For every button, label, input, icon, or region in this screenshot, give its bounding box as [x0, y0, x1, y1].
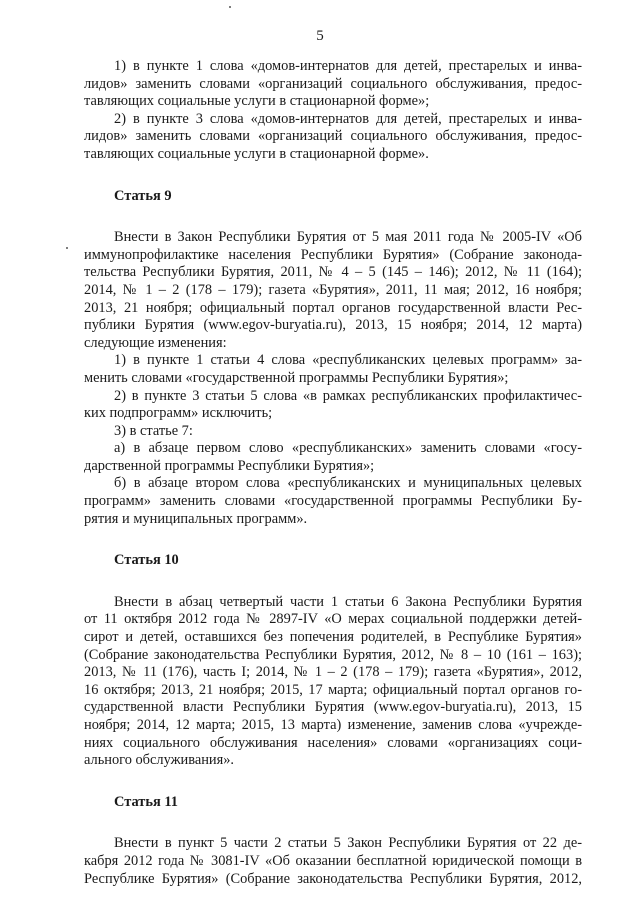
text-line: 16 октября; 2013, 21 ноября; 2015, 17 марта; официальный портал органов го- [84, 681, 582, 698]
text-line: лидов» заменить словами «организаций социального обслуживания, предос- [84, 128, 582, 145]
text-line: публики Бурятия (www.egov-buryatia.ru), 2013, 15 ноября; 2014, 12 марта) [84, 317, 582, 334]
paragraph [84, 229, 582, 352]
paragraph [84, 58, 582, 111]
text-line: тавляющих социальные услуги в стационарной форме»; [84, 93, 430, 110]
spacer [84, 528, 582, 552]
text-line: Внести в Закон Республики Бурятия от 5 мая 2011 года № 2005-IV «Об [114, 229, 582, 246]
paragraph [84, 423, 582, 441]
paragraph [84, 475, 582, 528]
text-line: Внести в пункт 5 части 2 статьи 5 Закон Республики Бурятия от 22 де- [114, 835, 582, 852]
text-line: тельства Республики Бурятия, 2011, № 4 – 5 (145 – 146); 2012, № 11 (164); [84, 264, 582, 281]
text-line: иммунопрофилактике населения Республики Бурятия» (Собрание законода- [84, 246, 582, 263]
page-number: 5 [316, 28, 324, 44]
paragraph [84, 594, 582, 770]
text-line: 2) в пункте 3 статьи 5 слова «в рамках республиканских профилактичес- [114, 387, 582, 404]
document-body [84, 58, 582, 888]
scan-speck [66, 247, 68, 249]
text-line: дарственной программы Республики Бурятия»; [84, 457, 375, 474]
article-heading: Статья 9 [114, 187, 172, 204]
text-line: 2) в пункте 3 слова «домов-интернатов для детей, престарелых и инва- [114, 110, 582, 127]
text-line: 3) в статье 7: [114, 422, 193, 439]
text-line: кабря 2012 года № 3081-IV «Об оказании бесплатной юридической помощи в [84, 852, 582, 869]
paragraph [84, 440, 582, 475]
paragraph [84, 835, 582, 888]
text-line: от 11 октября 2012 года № 2897-IV «О мерах социальной поддержки детей- [84, 611, 582, 628]
text-line: ального обслуживания». [84, 752, 235, 769]
article-heading: Статья 11 [114, 793, 178, 810]
text-line: ноября; 2014, 12 марта; 2015, 13 марта) изменение, заменив слова «учрежде- [84, 717, 582, 733]
article-heading: Статья 10 [114, 552, 179, 569]
text-line: рятия и муниципальных программ». [84, 510, 308, 527]
spacer [84, 770, 582, 794]
text-line: менить словами «государственной программы Республики Бурятия»; [84, 369, 509, 386]
paragraph [84, 388, 582, 423]
spacer [84, 570, 582, 594]
text-line: тавляющих социальные услуги в стационарной форме». [84, 145, 429, 162]
paragraph [84, 352, 582, 387]
text-line: б) в абзаце втором слова «республиканских и муниципальных целевых [114, 475, 582, 492]
scan-speck [229, 6, 231, 8]
spacer [84, 811, 582, 835]
text-line: 1) в пункте 1 статьи 4 слова «республиканских целевых программ» за- [114, 352, 582, 369]
spacer [84, 164, 582, 188]
text-line: (Собрание законодательства Республики Бурятия, 2012, № 8 – 10 (161 – 163); [84, 646, 582, 663]
text-line: следующие изменения: [84, 334, 227, 351]
text-line: Республике Бурятия» (Собрание законодательства Республики Бурятия, 2012, [84, 870, 582, 887]
paragraph [84, 111, 582, 164]
text-line: сирот и детей, оставшихся без попечения родителей, в Республике Бурятия» [84, 629, 582, 646]
text-line: программ» заменить словами «государственной программы Республики Бу- [84, 493, 582, 510]
text-line: ниях социального обслуживания населения» словами «организациях соци- [84, 734, 582, 751]
spacer [84, 205, 582, 229]
text-line: Внести в абзац четвертый части 1 статьи 6 Закона Республики Бурятия [114, 593, 582, 610]
text-line: 1) в пункте 1 слова «домов-интернатов для детей, престарелых и инва- [114, 58, 582, 74]
text-line: а) в абзаце первом слово «республиканских» заменить словами «госу- [114, 440, 582, 457]
text-line: 2013, 21 ноября; официальный портал органов государственной власти Рес- [84, 299, 582, 316]
text-line: лидов» заменить словами «организаций социального обслуживания, предос- [84, 75, 582, 92]
text-line: ких подпрограмм» исключить; [84, 405, 273, 422]
text-line: 2014, № 1 – 2 (178 – 179); газета «Бурятия», 2011, 11 мая; 2012, 16 ноября; [84, 281, 582, 298]
text-line: 2013, № 11 (176), часть I; 2014, № 1 – 2 (178 – 179); газета «Бурятия», 2012, [84, 664, 582, 681]
text-line: сударственной власти Республики Бурятия (www.egov-buryatia.ru), 2013, 15 [84, 699, 582, 716]
